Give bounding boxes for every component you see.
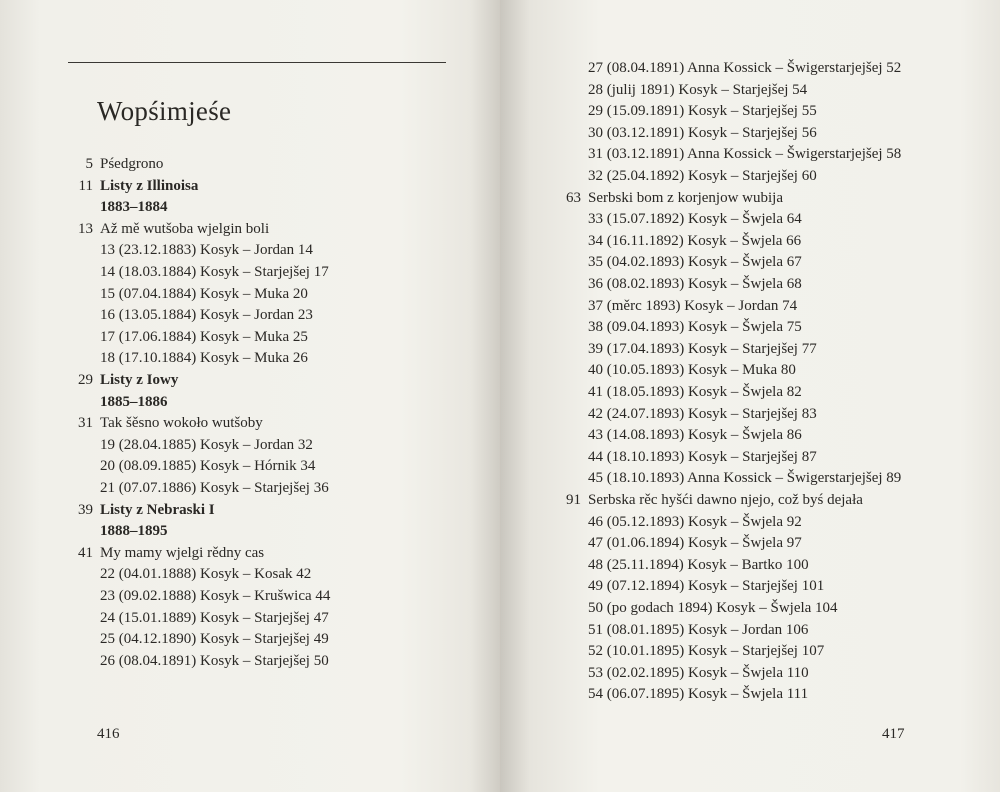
toc-letter-entry	[500, 640, 1000, 662]
toc-letter-entry	[500, 554, 1000, 576]
toc-letter-entry	[500, 316, 1000, 338]
toc-entry-text: 51 (08.01.1895) Kosyk – Jordan 106	[588, 621, 809, 638]
toc-letter-entry	[500, 424, 1000, 446]
toc-letter-entry	[0, 563, 500, 585]
toc-letter-entry	[500, 57, 1000, 79]
toc-letter-entry	[500, 662, 1000, 684]
toc-section-entry	[0, 542, 500, 564]
toc-entry-text: 46 (05.12.1893) Kosyk – Šwjela 92	[588, 513, 802, 530]
toc-letter-entry	[0, 326, 500, 348]
toc-page-number: 11	[78, 177, 93, 194]
toc-part-heading	[0, 175, 500, 197]
toc-page-number: 41	[78, 544, 93, 561]
page-number-left: 416	[97, 726, 120, 742]
toc-page-number: 31	[78, 415, 93, 432]
toc-letter-entry	[500, 359, 1000, 381]
toc-entry-text: 35 (04.02.1893) Kosyk – Šwjela 67	[588, 254, 802, 271]
toc-entry-text: My mamy wjelgi rědny cas	[100, 544, 265, 561]
toc-entry-text: Listy z Illinoisa	[100, 177, 199, 194]
toc-entry-text: 53 (02.02.1895) Kosyk – Šwjela 110	[588, 664, 809, 681]
toc-part-heading	[0, 196, 500, 218]
toc-entry-text: 48 (25.11.1894) Kosyk – Bartko 100	[588, 556, 809, 573]
toc-letter-entry	[500, 79, 1000, 101]
toc-letter-entry	[500, 273, 1000, 295]
toc-entry-text: Až mě wutšoba wjelgin boli	[100, 220, 270, 237]
toc-section-entry	[500, 489, 1000, 511]
toc-page-number: 63	[566, 189, 581, 206]
toc-page-number: 5	[85, 156, 93, 172]
toc-letter-entry	[500, 143, 1000, 165]
toc-entry-text: 40 (10.05.1893) Kosyk – Muka 80	[588, 362, 796, 379]
toc-entry-text: Listy z Nebraski I	[100, 501, 215, 518]
toc-part-heading	[0, 391, 500, 413]
toc-entry-text: 20 (08.09.1885) Kosyk – Hórnik 34	[100, 458, 316, 475]
toc-entry-text: 44 (18.10.1893) Kosyk – Starjejšej 87	[588, 448, 817, 465]
toc-letter-entry	[0, 283, 500, 305]
toc-entry-text: 21 (07.07.1886) Kosyk – Starjejšej 36	[100, 480, 329, 496]
toc-part-heading	[0, 369, 500, 391]
toc-letter-entry	[500, 532, 1000, 554]
toc-entry-text: 25 (04.12.1890) Kosyk – Starjejšej 49	[100, 631, 329, 648]
toc-entry-text: Serbski bom z korjenjow wubija	[588, 189, 783, 206]
toc-letter-entry	[500, 122, 1000, 144]
toc-section-entry	[0, 412, 500, 434]
toc-letter-entry	[500, 165, 1000, 187]
toc-letter-entry	[500, 619, 1000, 641]
toc-letter-entry	[0, 261, 500, 283]
toc-entry-text: 54 (06.07.1895) Kosyk – Šwjela 111	[588, 686, 809, 703]
toc-page-number: 29	[78, 372, 93, 388]
toc-title: Wopśimjeśe	[97, 96, 232, 126]
page-number-right: 417	[882, 726, 905, 742]
toc-letter-entry	[500, 511, 1000, 533]
toc-letter-entry	[0, 607, 500, 629]
toc-part-heading	[0, 520, 500, 542]
toc-entry-text: 17 (17.06.1884) Kosyk – Muka 25	[100, 328, 308, 345]
toc-entry-text: 34 (16.11.1892) Kosyk – Šwjela 66	[588, 232, 802, 249]
toc-page-number: 13	[78, 220, 93, 237]
toc-letter-entry	[0, 239, 500, 261]
toc-entry-text: 26 (08.04.1891) Kosyk – Starjejšej 50	[100, 652, 329, 669]
toc-entry-text: Serbska rěc hyšći dawno njejo, což byś dejała	[588, 492, 863, 508]
toc-letter-entry	[500, 295, 1000, 317]
toc-entry-text: Tak šěsno wokoło wutšoby	[100, 415, 263, 432]
toc-letter-entry	[0, 477, 500, 499]
header-rule	[68, 62, 446, 63]
toc-entry-text: 1883–1884	[100, 199, 168, 216]
toc-section-entry	[500, 187, 1000, 209]
toc-entry-text: Listy z Iowy	[100, 372, 179, 388]
toc-letter-entry	[0, 585, 500, 607]
toc-letter-entry	[500, 403, 1000, 425]
toc-letter-entry	[0, 347, 500, 369]
toc-entry-text: 52 (10.01.1895) Kosyk – Starjejšej 107	[588, 643, 825, 660]
toc-section-entry	[0, 153, 500, 175]
toc-entry-text: 39 (17.04.1893) Kosyk – Starjejšej 77	[588, 340, 817, 357]
toc-entry-text: 36 (08.02.1893) Kosyk – Šwjela 68	[588, 276, 802, 292]
toc-entry-text: 37 (měrc 1893) Kosyk – Jordan 74	[588, 297, 798, 314]
toc-entry-text: 41 (18.05.1893) Kosyk – Šwjela 82	[588, 384, 802, 400]
toc-entry-text: 30 (03.12.1891) Kosyk – Starjejšej 56	[588, 124, 817, 141]
toc-letter-entry	[0, 434, 500, 456]
toc-letter-entry	[500, 230, 1000, 252]
toc-page-number: 39	[78, 501, 93, 518]
toc-letter-entry	[500, 100, 1000, 122]
toc-letter-entry	[0, 455, 500, 477]
toc-entry-text: 1888–1895	[100, 523, 168, 540]
toc-letter-entry	[0, 628, 500, 650]
toc-page-number: 91	[566, 492, 581, 508]
toc-entry-text: 19 (28.04.1885) Kosyk – Jordan 32	[100, 436, 313, 453]
toc-entry-text: 16 (13.05.1884) Kosyk – Jordan 23	[100, 307, 313, 324]
toc-letter-entry	[500, 446, 1000, 468]
toc-section-entry	[0, 218, 500, 240]
toc-entry-text: 50 (po godach 1894) Kosyk – Šwjela 104	[588, 600, 838, 616]
toc-entry-text: 42 (24.07.1893) Kosyk – Starjejšej 83	[588, 405, 817, 422]
toc-letter-entry	[500, 467, 1000, 489]
toc-letter-entry	[500, 208, 1000, 230]
toc-entry-text: 13 (23.12.1883) Kosyk – Jordan 14	[100, 242, 313, 259]
toc-entry-text: 1885–1886	[100, 393, 168, 410]
toc-entry-text: 15 (07.04.1884) Kosyk – Muka 20	[100, 285, 308, 302]
toc-entry-text: 45 (18.10.1893) Anna Kossick – Šwigerstarjejšej 89	[588, 470, 902, 487]
toc-entry-text: Pśedgrono	[100, 156, 164, 172]
toc-entry-text: 23 (09.02.1888) Kosyk – Krušwica 44	[100, 588, 331, 604]
toc-entry-text: 49 (07.12.1894) Kosyk – Starjejšej 101	[588, 578, 825, 595]
toc-entry-text: 43 (14.08.1893) Kosyk – Šwjela 86	[588, 427, 802, 444]
toc-letter-entry	[500, 575, 1000, 597]
toc-entry-text: 18 (17.10.1884) Kosyk – Muka 26	[100, 350, 308, 367]
toc-part-heading	[0, 499, 500, 521]
toc-entry-text: 27 (08.04.1891) Anna Kossick – Šwigerstarjejšej 52	[588, 60, 902, 76]
toc-entry-text: 24 (15.01.1889) Kosyk – Starjejšej 47	[100, 609, 329, 626]
toc-letter-entry	[0, 304, 500, 326]
toc-entry-text: 47 (01.06.1894) Kosyk – Šwjela 97	[588, 535, 802, 552]
toc-entry-text: 31 (03.12.1891) Anna Kossick – Šwigerstarjejšej 58	[588, 146, 902, 163]
toc-entry-text: 14 (18.03.1884) Kosyk – Starjejšej 17	[100, 264, 329, 280]
toc-entry-text: 28 (julij 1891) Kosyk – Starjejšej 54	[588, 81, 808, 98]
toc-letter-entry	[500, 338, 1000, 360]
toc-letter-entry	[500, 381, 1000, 403]
toc-entry-text: 38 (09.04.1893) Kosyk – Šwjela 75	[588, 319, 802, 336]
toc-letter-entry	[500, 683, 1000, 705]
toc-letter-entry	[500, 597, 1000, 619]
toc-letter-entry	[500, 251, 1000, 273]
toc-entry-text: 33 (15.07.1892) Kosyk – Šwjela 64	[588, 211, 802, 228]
toc-letter-entry	[0, 650, 500, 672]
toc-entry-text: 29 (15.09.1891) Kosyk – Starjejšej 55	[588, 103, 817, 120]
right-page	[500, 0, 1000, 792]
toc-entry-text: 32 (25.04.1892) Kosyk – Starjejšej 60	[588, 168, 817, 184]
toc-entry-text: 22 (04.01.1888) Kosyk – Kosak 42	[100, 566, 312, 583]
